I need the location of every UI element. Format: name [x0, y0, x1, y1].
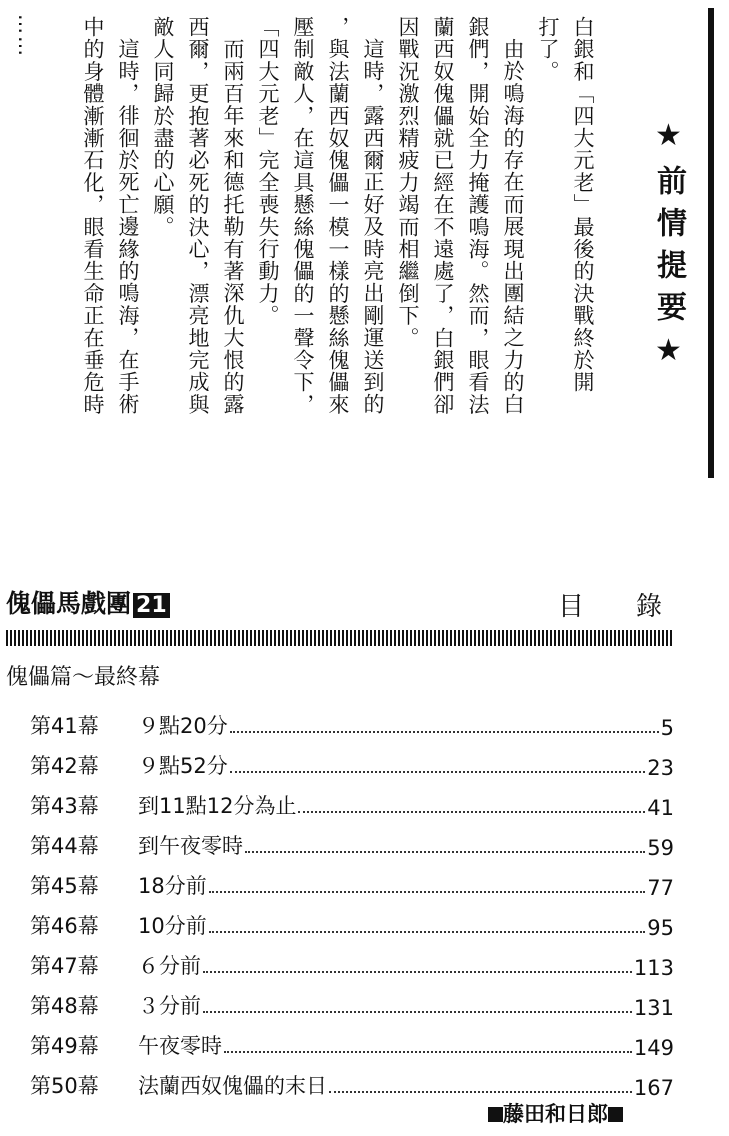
page-number: 149 [633, 1036, 674, 1060]
chapter-number: 第41幕 [30, 714, 99, 738]
synopsis-column: 蘭西奴傀儡就已經在不遠處了，白銀們卻 [431, 16, 455, 416]
dot-leader [230, 731, 659, 733]
chapter-number: 第50幕 [30, 1074, 99, 1098]
continuation-ellipsis: …… [14, 14, 38, 58]
synopsis-column: 中的身體漸漸石化，眼看生命正在垂危時 [81, 16, 105, 416]
synopsis-column: 壓制敵人，在這具懸絲傀儡的一聲令下， [291, 16, 315, 416]
dot-leader [245, 851, 645, 853]
square-bullet-icon [608, 1107, 623, 1122]
heading-bar [708, 8, 714, 478]
toc-entry[interactable] [30, 820, 674, 860]
chapter-title: ３分前 [138, 994, 201, 1018]
chapter-title: 到午夜零時 [138, 834, 243, 858]
synopsis-column: 白銀和「四大元老」最後的決戰終於開 [571, 16, 595, 394]
chapter-title: 到11點12分為止 [138, 794, 297, 818]
toc-entries [30, 700, 674, 1100]
chapter-number: 第49幕 [30, 1034, 99, 1058]
synopsis-column: 因戰況激烈精疲力竭而相繼倒下。 [396, 16, 420, 349]
toc-entry[interactable] [30, 1060, 674, 1100]
page-number: 131 [633, 996, 674, 1020]
chapter-number: 第45幕 [30, 874, 99, 898]
toc-entry[interactable] [30, 940, 674, 980]
chapter-title: 10分前 [138, 914, 207, 938]
chapter-title: ９點52分 [138, 754, 228, 778]
synopsis-column: 「四大元老」完全喪失行動力。 [256, 16, 280, 327]
page-number: 95 [647, 916, 674, 940]
page-number: 23 [647, 756, 674, 780]
toc-entry[interactable] [30, 780, 674, 820]
synopsis-column: 由於鳴海的存在而展現出團結之力的白 [501, 38, 525, 416]
page-number: 41 [647, 796, 674, 820]
dot-leader [209, 891, 646, 893]
author-credit [488, 1098, 623, 1128]
part-title: 傀儡篇～最終幕 [6, 665, 161, 690]
toc-label: 目錄 [558, 592, 715, 622]
toc-entry[interactable] [30, 740, 674, 780]
chapter-title: ６分前 [138, 954, 201, 978]
synopsis-column: 西爾，更抱著必死的決心，漂亮地完成與 [186, 16, 210, 416]
series-title [6, 584, 170, 620]
toc-entry[interactable] [30, 700, 674, 740]
dot-leader [224, 1051, 632, 1053]
page-number: 59 [647, 836, 674, 860]
synopsis-column: 敵人同歸於盡的心願。 [151, 16, 175, 238]
square-bullet-icon [488, 1107, 503, 1122]
synopsis-column: 打了。 [536, 16, 560, 83]
synopsis-section [8, 8, 722, 478]
dot-leader [329, 1091, 632, 1093]
chapter-number: 第42幕 [30, 754, 99, 778]
chapter-number: 第47幕 [30, 954, 99, 978]
chapter-title: 法蘭西奴傀儡的末日 [138, 1074, 327, 1098]
dot-leader [203, 1011, 632, 1013]
toc-entry[interactable] [30, 1020, 674, 1060]
chapter-title: 午夜零時 [138, 1034, 222, 1058]
page-number: 77 [647, 876, 674, 900]
chapter-number: 第46幕 [30, 914, 99, 938]
toc-header [0, 580, 729, 620]
synopsis-column: 而兩百年來和德托勒有著深仇大恨的露 [221, 38, 245, 416]
volume-number-badge: 21 [133, 593, 170, 618]
toc-entry[interactable] [30, 980, 674, 1020]
series-name: 傀儡馬戲團 [6, 589, 132, 618]
dot-leader [230, 771, 646, 773]
decorative-rule [6, 630, 674, 646]
toc-entry[interactable] [30, 860, 674, 900]
chapter-title: ９點20分 [138, 714, 228, 738]
synopsis-column: 銀們，開始全力掩護鳴海。然而，眼看法 [466, 16, 490, 416]
chapter-number: 第48幕 [30, 994, 99, 1018]
dot-leader [203, 971, 632, 973]
chapter-title: 18分前 [138, 874, 207, 898]
page-number: 5 [660, 716, 674, 740]
dot-leader [209, 931, 646, 933]
synopsis-column: 這時，露西爾正好及時亮出剛運送到的 [361, 38, 385, 416]
page-number: 113 [633, 956, 674, 980]
toc-entry[interactable] [30, 900, 674, 940]
dot-leader [298, 811, 645, 813]
synopsis-column: ，與法蘭西奴傀儡一模一樣的懸絲傀儡來 [326, 16, 350, 416]
author-name: 藤田和日郎 [503, 1102, 608, 1126]
synopsis-column: 這時，徘徊於死亡邊緣的鳴海，在手術 [116, 38, 140, 416]
synopsis-heading: ★前情提要★ [651, 118, 686, 380]
page-number: 167 [633, 1076, 674, 1100]
chapter-number: 第43幕 [30, 794, 99, 818]
chapter-number: 第44幕 [30, 834, 99, 858]
